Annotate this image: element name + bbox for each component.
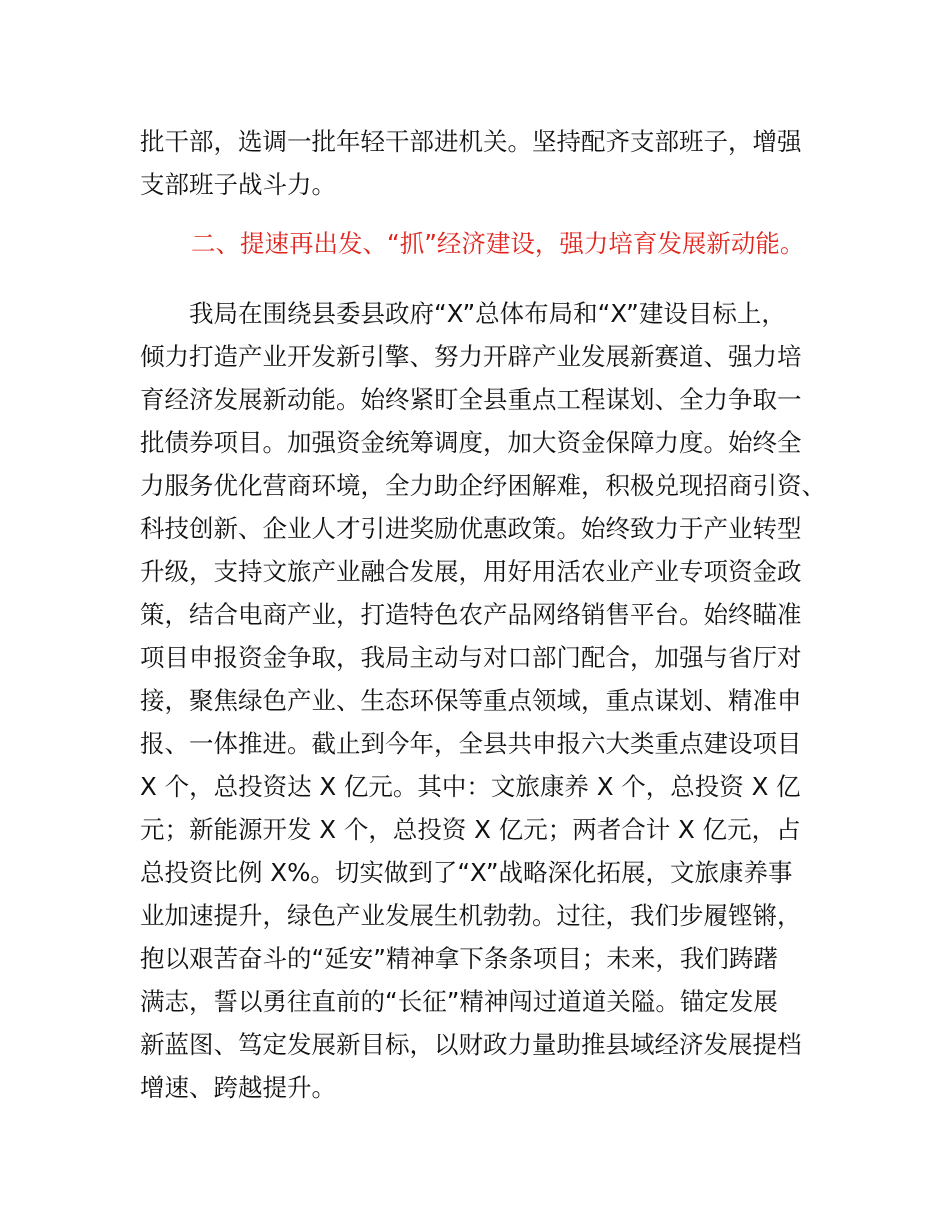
paragraph-line: 元；新能源开发 X 个，总投资 X 亿元；两者合计 X 亿元，占 <box>140 815 801 844</box>
paragraph-line: 报、一体推进。截止到今年，全县共申报六大类重点建设项目 <box>140 729 802 758</box>
paragraph-line: 升级，支持文旅产业融合发展，用好用活农业产业专项资金政 <box>140 557 802 586</box>
body-paragraph <box>140 292 826 1109</box>
paragraph-line: 倾力打造产业开发新引擎、努力开辟产业发展新赛道、强力培 <box>140 342 802 371</box>
paragraph-line: 科技创新、企业人才引进奖励优惠政策。始终致力于产业转型 <box>140 514 802 543</box>
paragraph-line: 业加速提升，绿色产业发展生机勃勃。过往，我们步履铿锵， <box>140 901 802 930</box>
paragraph-line: 接，聚焦绿色产业、生态环保等重点领域，重点谋划、精准申 <box>140 686 802 715</box>
paragraph-line: 支部班子战斗力。 <box>140 170 336 199</box>
paragraph-line: X 个，总投资达 X 亿元。其中：文旅康养 X 个，总投资 X 亿 <box>140 772 801 801</box>
paragraph-line: 策，结合电商产业，打造特色农产品网络销售平台。始终瞄准 <box>140 600 802 629</box>
paragraph-line: 批干部，选调一批年轻干部进机关。坚持配齐支部班子，增强 <box>140 127 802 156</box>
paragraph-line: 增速、跨越提升。 <box>140 1073 336 1102</box>
paragraph-line: 力服务优化营商环境，全力助企纾困解难，积极兑现招商引资、 <box>140 471 826 500</box>
paragraph-line: 满志，誓以勇往直前的“长征”精神闯过道道关隘。锚定发展 <box>140 987 778 1016</box>
paragraph-line: 总投资比例 X%。切实做到了“X”战略深化拓展，文旅康养事 <box>140 858 793 887</box>
paragraph-line: 新蓝图、笃定发展新目标，以财政力量助推县域经济发展提档 <box>140 1030 802 1059</box>
paragraph-line: 抱以艰苦奋斗的“延安”精神拿下条条项目；未来，我们踌躇 <box>140 944 778 973</box>
paragraph-line: 我局在围绕县委县政府“X”总体布局和“X”建设目标上， <box>140 299 786 328</box>
paragraph-line: 育经济发展新动能。始终紧盯全县重点工程谋划、全力争取一 <box>140 385 802 414</box>
paragraph-line: 项目申报资金争取，我局主动与对口部门配合，加强与省厅对 <box>140 643 802 672</box>
paragraph-line: 批债券项目。加强资金统筹调度，加大资金保障力度。始终全 <box>140 428 802 457</box>
intro-paragraph <box>140 120 820 206</box>
section-heading: 二、提速再出发、“抓”经济建设，强力培育发展新动能。 <box>191 229 805 258</box>
